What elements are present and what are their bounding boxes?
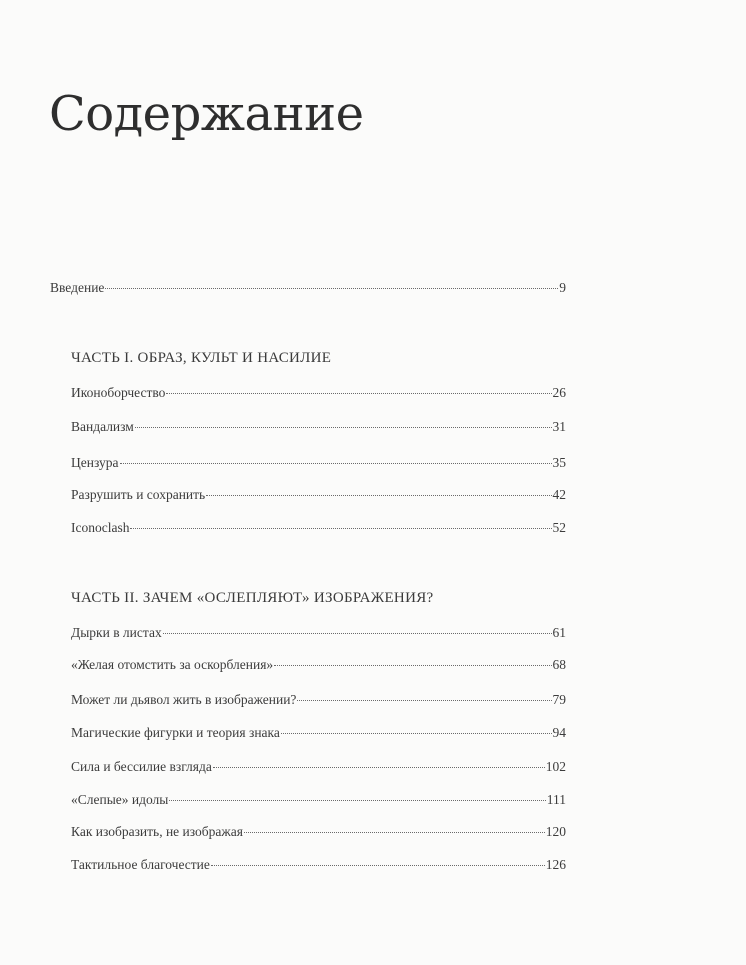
- toc-entry[interactable]: [71, 656, 566, 674]
- dot-leader: [130, 527, 551, 529]
- dot-leader: [135, 426, 552, 428]
- toc-entry-page: 26: [552, 385, 566, 400]
- toc-entry-page: 31: [552, 419, 566, 434]
- toc-entry[interactable]: [71, 454, 566, 472]
- toc-entry[interactable]: [71, 823, 566, 841]
- toc-entry-label: Сила и бессилие взгляда: [71, 759, 212, 774]
- dot-leader: [169, 799, 545, 801]
- toc-entry-label: Разрушить и сохранить: [71, 487, 206, 502]
- toc-entry-label: Введение: [50, 280, 105, 295]
- toc-entry-label: «Желая отомстить за оскорбления»: [71, 657, 274, 672]
- dot-leader: [120, 462, 552, 464]
- dot-leader: [281, 732, 552, 734]
- toc-entry[interactable]: [71, 856, 566, 874]
- toc-entry-label: «Слепые» идолы: [71, 792, 169, 807]
- toc-entry[interactable]: [71, 724, 566, 742]
- toc-entry[interactable]: [71, 519, 566, 537]
- toc-entry-label: Магические фигурки и теория знака: [71, 725, 280, 740]
- toc-entry[interactable]: [71, 691, 566, 709]
- dot-leader: [213, 766, 545, 768]
- toc-entry[interactable]: [71, 384, 566, 402]
- toc-entry-page: 102: [545, 759, 566, 774]
- toc-entry-label: Цензура: [71, 455, 119, 470]
- toc-entry[interactable]: [71, 486, 566, 504]
- toc-entry[interactable]: [71, 624, 566, 642]
- toc-entry-label: Вандализм: [71, 419, 134, 434]
- toc-entry-page: 94: [552, 725, 566, 740]
- toc-entry-page: 61: [552, 625, 566, 640]
- toc-entry-label: Дырки в листах: [71, 625, 162, 640]
- toc-entry-page: 79: [552, 692, 566, 707]
- toc-entry-label: Иконоборчество: [71, 385, 166, 400]
- toc-entry-page: 52: [552, 520, 566, 535]
- toc-entry-page: 111: [546, 792, 566, 807]
- toc-entry-label: Тактильное благочестие: [71, 857, 210, 872]
- page-title: Содержание: [49, 86, 364, 143]
- dot-leader: [166, 392, 551, 394]
- toc-entry-label: Как изобразить, не изображая: [71, 824, 243, 839]
- dot-leader: [105, 287, 558, 289]
- toc-entry-page: 35: [552, 455, 566, 470]
- toc-entry[interactable]: [71, 758, 566, 776]
- toc-entry-page: 68: [552, 657, 566, 672]
- toc-entry[interactable]: [71, 418, 566, 436]
- toc-entry-page: 9: [559, 280, 566, 295]
- dot-leader: [244, 831, 545, 833]
- dot-leader: [206, 494, 551, 496]
- dot-leader: [274, 664, 551, 666]
- toc-entry-label: Iconoclash: [71, 520, 130, 535]
- toc-entry-page: 120: [545, 824, 566, 839]
- dot-leader: [163, 632, 552, 634]
- toc-entry[interactable]: [71, 791, 566, 809]
- dot-leader: [211, 864, 545, 866]
- toc-entry-page: 42: [552, 487, 566, 502]
- dot-leader: [297, 699, 551, 701]
- toc-entry-label: Может ли дьявол жить в изображении?: [71, 692, 297, 707]
- toc-entry-introduction[interactable]: [50, 279, 566, 297]
- toc-entry-page: 126: [545, 857, 566, 872]
- part-heading-2: ЧАСТЬ II. ЗАЧЕМ «ОСЛЕПЛЯЮТ» ИЗОБРАЖЕНИЯ?: [71, 590, 434, 606]
- part-heading-1: ЧАСТЬ I. ОБРАЗ, КУЛЬТ И НАСИЛИЕ: [71, 350, 332, 366]
